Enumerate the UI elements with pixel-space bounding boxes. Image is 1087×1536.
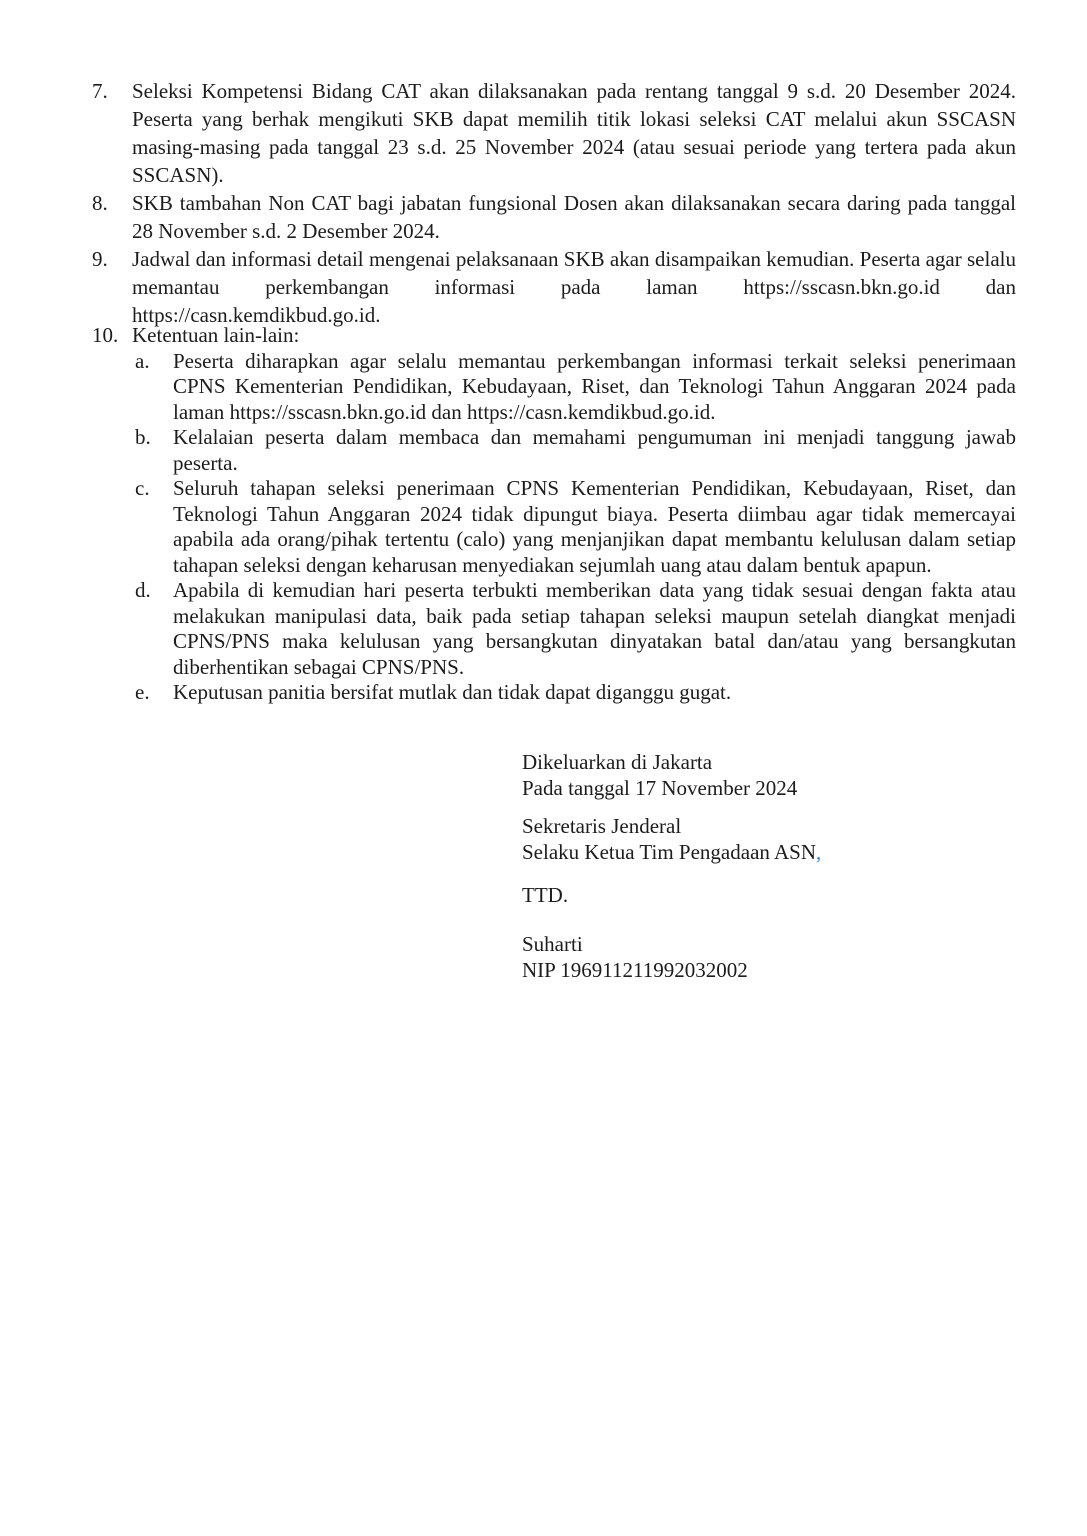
issued-date-line: Pada tanggal 17 November 2024 [522, 775, 798, 800]
url-text-kemdikbud: https://casn.kemdikbud.go.id [466, 399, 711, 424]
sub-item-letter: a. [135, 348, 150, 373]
signature-block [522, 749, 1016, 983]
sub-item-letter: b. [135, 425, 151, 449]
sub-item-text-segment: . [710, 399, 716, 424]
url-text-kemdikbud: https://casn.kemdikbud.go.id [132, 303, 376, 327]
list-item-9 [92, 245, 1016, 329]
signer-role-text: Selaku Ketua Tim Pengadaan ASN [522, 839, 816, 864]
sub-item-b [132, 425, 1016, 476]
sub-item-text-segment: Peserta diharapkan agar selalu memantau perkembangan informasi terkait seleksi penerimaan CPNS Kementerian Pendidikan, Kebudayaan, Riset, dan Teknologi Tahun Anggaran 2024 pada laman [173, 348, 1016, 424]
list-item-text: Ketentuan lain-lain: [132, 323, 300, 347]
signer-nip: NIP 196911211992032002 [522, 957, 748, 982]
sub-item-text [173, 349, 1016, 426]
issued-place-line: Dikeluarkan di Jakarta [522, 749, 713, 774]
sub-item-text-segment: dan [426, 399, 467, 424]
url-text-sscasn: https://sscasn.bkn.go.id [743, 275, 940, 299]
sub-item-letter: c. [135, 476, 150, 500]
list-item-8 [92, 189, 1016, 245]
list-item-number: 9. [92, 247, 108, 271]
sub-item-text: Kelalaian peserta dalam membaca dan memahami pengumuman ini menjadi tanggung jawab peserta. [173, 425, 1016, 475]
sub-item-text: Apabila di kemudian hari peserta terbukti memberikan data yang tidak sesuai dengan fakta atau melakukan manipulasi data, baik pada setiap tahapan seleksi maupun setelah diangkat menjadi CPNS/PNS maka kelulusan yang bersangkutan dinyatakan batal dan/atau yang bersangkutan diberhentikan sebagai CPNS/PNS. [173, 578, 1016, 679]
sub-list [132, 349, 1016, 706]
list-item-text: Seleksi Kompetensi Bidang CAT akan dilaksanakan pada rentang tanggal 9 s.d. 20 Desember 2024. Peserta yang berhak mengikuti SKB dapat memilih titik lokasi seleksi CAT melalui akun SSCASN masing-masing pada tanggal 23 s.d. 25 November 2024 (atau sesuai periode yang tertera pada akun SSCASN). [132, 79, 1016, 187]
list-item-7 [92, 77, 1016, 189]
list-item-number: 7. [92, 79, 108, 103]
list-item-text-segment: Jadwal dan informasi detail mengenai pelaksanaan SKB akan disampaikan kemudian. Peserta agar selalu memantau perkembangan informasi pada laman [132, 247, 1016, 299]
list-item-10 [92, 323, 1016, 706]
list-item-text-segment: dan [939, 275, 1017, 299]
document-page [92, 77, 1016, 983]
sub-item-letter: d. [135, 578, 151, 602]
list-item-text [132, 245, 1016, 329]
sub-item-text: Seluruh tahapan seleksi penerimaan CPNS Kementerian Pendidikan, Kebudayaan, Riset, dan Teknologi Tahun Anggaran 2024 tidak dipungut biaya. Peserta diimbau agar tidak memercayai apabila ada orang/pihak tertentu (calo) yang menjanjikan dapat membantu kelulusan dalam setiap tahapan seleksi dengan keharusan menyediakan sejumlah uang atau dalam bentuk apapun. [173, 476, 1016, 577]
sub-item-a [132, 349, 1016, 426]
signer-name: Suharti [522, 931, 583, 956]
list-item-text-segment: . [375, 303, 381, 327]
sub-item-text: Keputusan panitia bersifat mutlak dan tidak dapat diganggu gugat. [173, 680, 732, 704]
sub-item-d [132, 578, 1016, 680]
signer-role-comma: , [816, 839, 822, 864]
list-item-text: SKB tambahan Non CAT bagi jabatan fungsional Dosen akan dilaksanakan secara daring pada tanggal 28 November s.d. 2 Desember 2024. [132, 191, 1016, 243]
signer-role-line [522, 839, 1016, 865]
signer-title-line: Sekretaris Jenderal [522, 813, 682, 838]
sub-item-c [132, 476, 1016, 578]
list-item-number: 10. [92, 323, 119, 347]
list-item-number: 8. [92, 191, 108, 215]
ttd-label: TTD. [522, 882, 569, 907]
sub-item-e [132, 680, 1016, 706]
sub-item-letter: e. [135, 680, 150, 704]
url-text-sscasn: https://sscasn.bkn.go.id [229, 399, 427, 424]
